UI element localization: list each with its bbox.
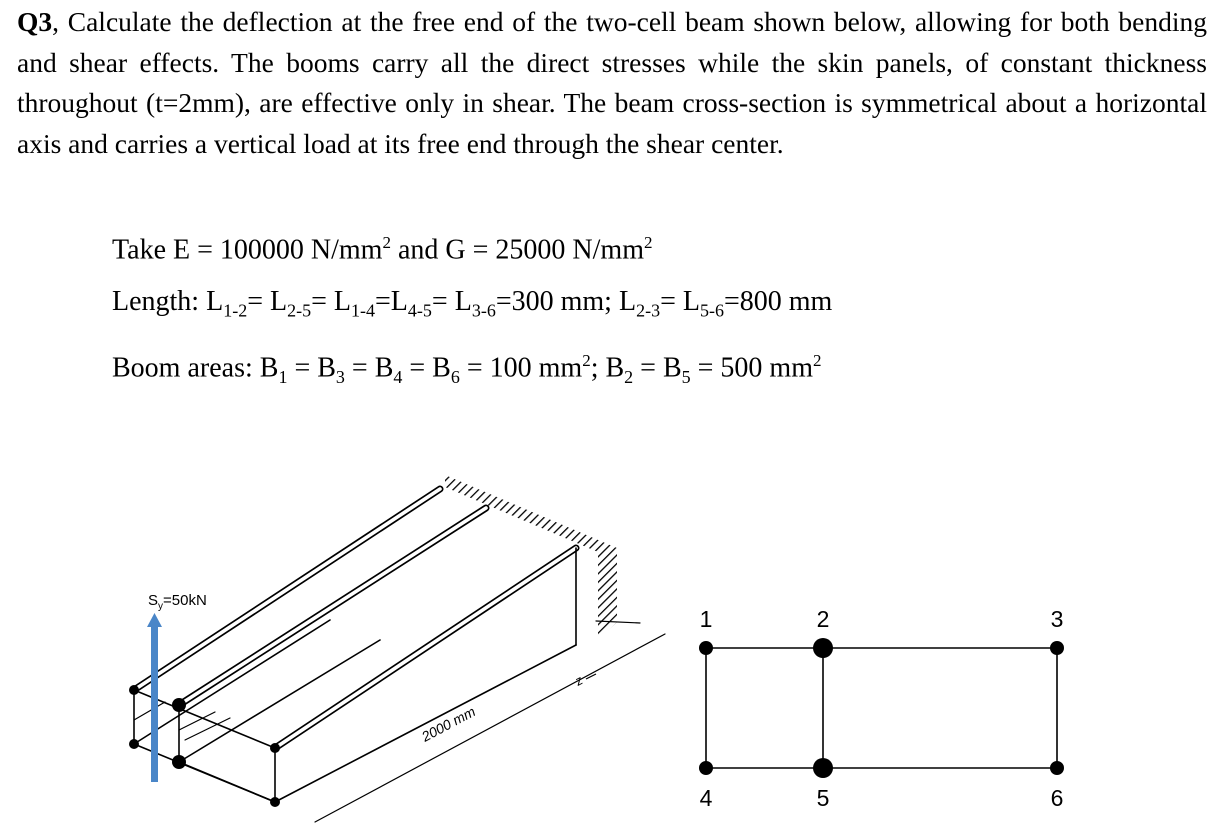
boom-5-label: 5 bbox=[816, 785, 830, 811]
problem-statement bbox=[17, 2, 1207, 164]
load-label: $S_y=50kN$ bbox=[148, 592, 207, 612]
z-axis-arrow bbox=[586, 674, 596, 679]
boom-1-label: 1 bbox=[699, 606, 713, 632]
boom-6-label: 6 bbox=[1050, 785, 1064, 811]
z-axis-label: z bbox=[572, 672, 586, 689]
boom-numbers bbox=[700, 606, 1064, 811]
span-dimension-label: 2000 mm bbox=[418, 703, 478, 745]
boom-3-label: 3 bbox=[1050, 606, 1064, 632]
boom-2-label: 2 bbox=[816, 606, 830, 632]
boom-4-label: 4 bbox=[699, 785, 713, 811]
boom-areas-line: Boom areas: $B_1 = B_3 = B_4 = B_6 = 100$ $mm^2$; $B_2 = B_5 = 500$ $mm^2$ bbox=[112, 351, 822, 387]
lengths-line: Length: $L_{1-2}= L_{2-5}= L_{1-4}=L_{4-5}= L_{3-6}=300$ mm; $L_{2-3}= L_{5-6}=800$ mm bbox=[112, 286, 833, 321]
cross-section-booms bbox=[699, 638, 1064, 778]
beam-figure bbox=[0, 440, 1229, 834]
problem-text: , Calculate the deflection at the free end of the two-cell beam shown below, allowing for both bending and shear effects. The booms carry all the direct stresses while the skin panels, of constant thickness throughout (t=2mm), are effective only in shear. The beam cross-section is symmetrical about a horizontal axis and carries a vertical load at its free end through the shear center. bbox=[17, 6, 1207, 159]
load-arrow bbox=[147, 613, 162, 782]
moduli-line: Take E = 100000 $N/mm^2$ and G = 25000 $N/mm^2$ bbox=[112, 233, 653, 266]
question-number: Q3 bbox=[17, 6, 53, 37]
cross-section bbox=[706, 648, 1057, 768]
